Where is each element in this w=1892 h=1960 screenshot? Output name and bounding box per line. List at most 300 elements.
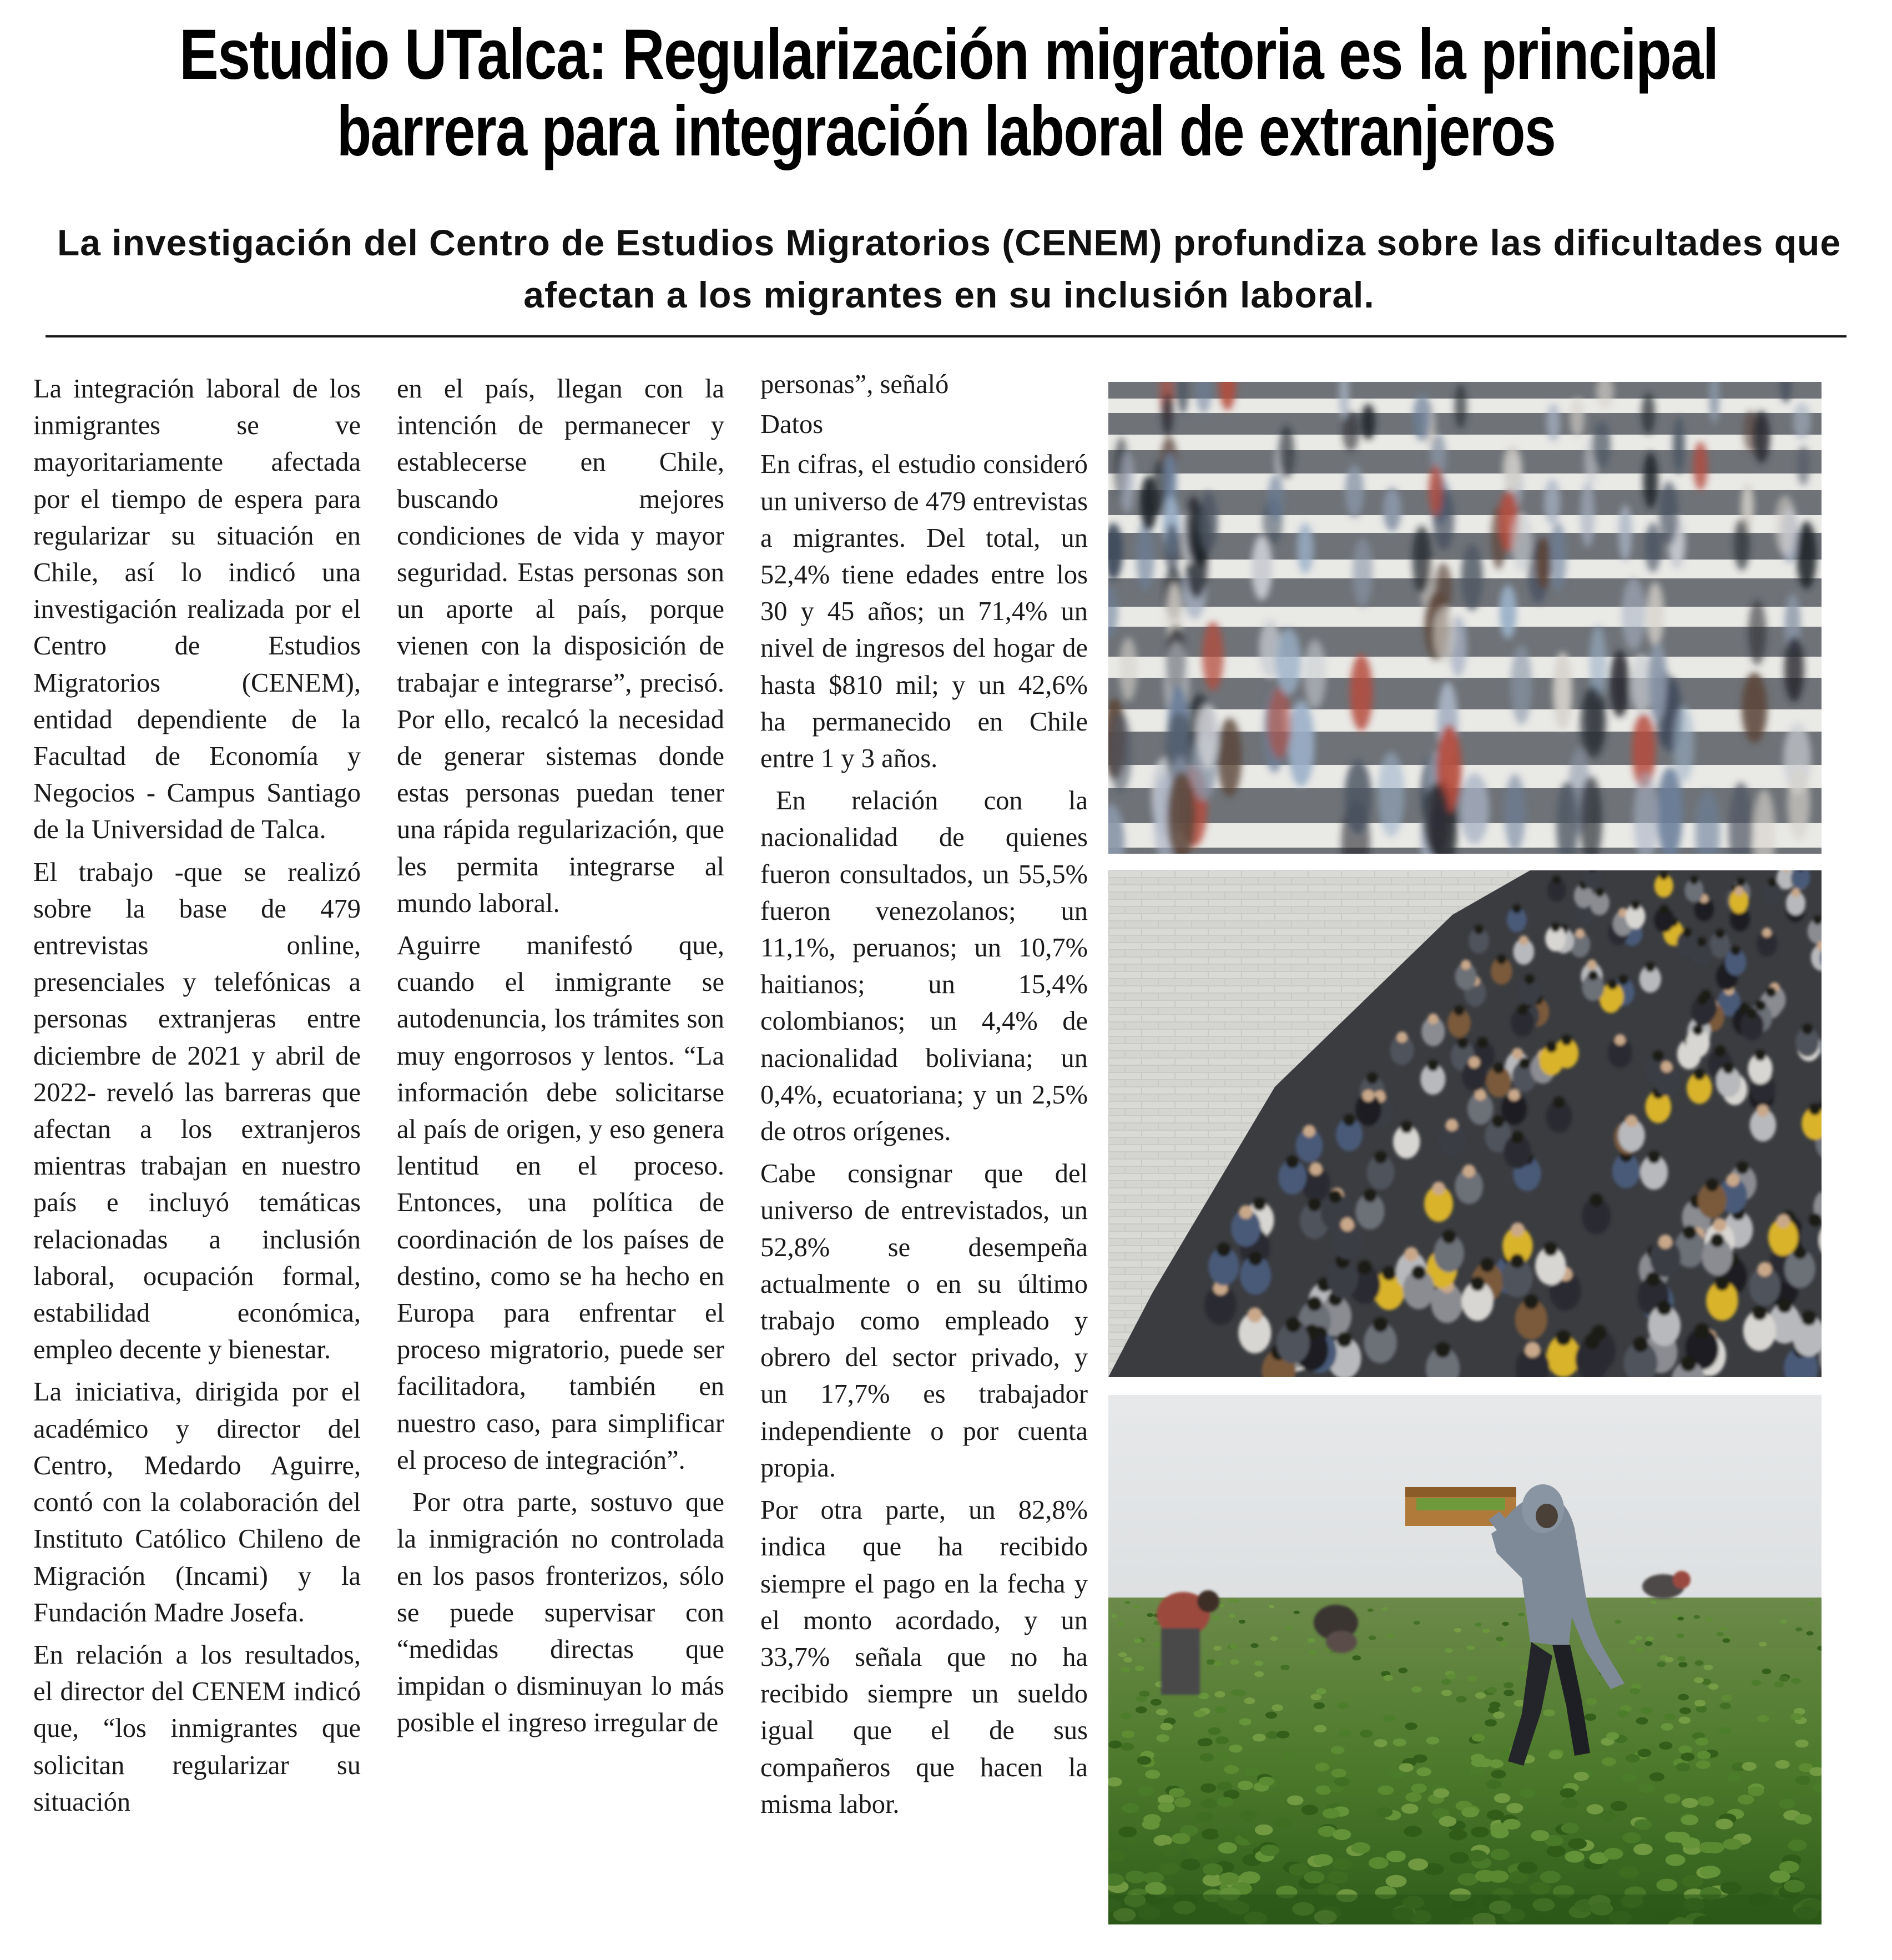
crop-leaf — [1488, 1870, 1508, 1882]
commuter-head — [1358, 1260, 1372, 1274]
blurred-pedestrian — [1610, 650, 1629, 717]
crop-leaf — [1147, 1613, 1153, 1617]
commuter-head — [1400, 1121, 1412, 1133]
crop-leaf — [1239, 1718, 1252, 1725]
commuter-head — [1777, 1298, 1792, 1313]
crop-leaf — [1634, 1819, 1652, 1830]
crop-leaf — [1433, 1788, 1449, 1798]
crop-leaf — [1404, 1826, 1422, 1837]
crop-leaf — [1244, 1697, 1255, 1704]
crop-leaf — [1574, 1772, 1589, 1781]
photo-field-workers — [1108, 1395, 1822, 1924]
crop-leaf — [1649, 1772, 1664, 1781]
crop-leaf — [1665, 1657, 1674, 1662]
crop-leaf — [1503, 1819, 1521, 1830]
crop-leaf — [1461, 1807, 1479, 1818]
crop-leaf — [1224, 1765, 1239, 1774]
crop-leaf — [1562, 1798, 1578, 1808]
crop-leaf — [1108, 1741, 1122, 1749]
crop-leaf — [1180, 1858, 1200, 1871]
crop-leaf — [1215, 1736, 1229, 1744]
blurred-pedestrian — [1455, 384, 1467, 429]
crop-leaf — [1253, 1734, 1266, 1741]
crop-leaf — [1334, 1777, 1350, 1787]
commuter-head — [1766, 987, 1777, 997]
paragraph: En relación a los resultados, el director del CENEM indicó que, “los inmigrantes que solicitan regularizar su situación — [33, 1640, 361, 1817]
paragraph: La iniciativa, dirigida por el académico y director del Centro, Medardo Aguirre, contó con la colaboración del Instituto Católico Chileno de Migración (Incami) y la Fundación Madre Josefa. — [33, 1377, 361, 1628]
blurred-pedestrian — [1434, 606, 1456, 663]
blurred-pedestrian — [1580, 687, 1607, 758]
crop-leaf — [1313, 1854, 1333, 1866]
crop-leaf — [1779, 1799, 1795, 1809]
paragraph: Por otra parte, un 82,8% indica que ha recibido siempre el pago en la fecha y el monto acordado, y un 33,7% señala que no ha recibido siempre un sueldo igual que el de sus compañeros que hacen la misma labor. — [760, 1495, 1088, 1819]
crop-leaf — [1759, 1642, 1767, 1647]
blurred-pedestrian — [1647, 582, 1664, 647]
crop-leaf — [1351, 1842, 1370, 1854]
blurred-pedestrian — [1553, 652, 1572, 729]
crop-leaf — [1194, 1710, 1205, 1717]
crop-leaf — [1486, 1780, 1501, 1789]
paragraph: en el país, llegan con la intención de permanecer y establecerse en Chile, buscando mejores condiciones de vida y mayor seguridad. Estas personas son un aporte al país, porque vienen con la disposición de trabajar e integrarse”, precisó. Por ello, recalcó la necesidad de generar sistemas donde estas personas puedan tener una rápida regularización, que les permita integrarse al mundo laboral. — [397, 374, 724, 918]
commuter-head — [1308, 1198, 1321, 1211]
commuter-head — [1734, 886, 1743, 895]
crop-leaf — [1265, 1712, 1277, 1719]
commuter-head — [1659, 871, 1668, 880]
crop-leaf — [1720, 1626, 1727, 1631]
crop-leaf — [1530, 1882, 1551, 1895]
crop-leaf — [1449, 1852, 1469, 1863]
crop-leaf — [1441, 1679, 1451, 1685]
commuter-head — [1587, 960, 1597, 970]
paragraph: En cifras, el estudio consideró un universo de 479 entrevistas a migrantes. Del total, un 52,4% tiene edades entre los 30 y 45 años; un 71,4% un nivel de ingresos del hogar de hasta $810 mil; y un 42,6% ha permanecido en Chile entre 1 y 3 años. — [760, 450, 1088, 774]
crop-leaf — [1399, 1763, 1414, 1772]
crop-leaf — [1678, 1745, 1692, 1754]
crop-leaf — [1769, 1871, 1790, 1883]
crop-leaf — [1696, 1706, 1707, 1712]
commuter-head — [1607, 979, 1617, 989]
crop-leaf — [1697, 1751, 1711, 1759]
crop-leaf — [1233, 1599, 1239, 1603]
subheadline: La investigación del Centro de Estudios Migratorios (CENEM) profundiza sobre las dificultades que afectan a los migrantes en su inclusión laboral. — [57, 222, 1841, 315]
commuter-head — [1723, 1062, 1734, 1074]
paragraph: Aguirre manifestó que, cuando el inmigrante se autodenuncia, los trámites son muy engorrosos y lentos. “La información debe solicitarse al país de origen, y eso genera lentitud en el proceso. Entonces, una política de coordinación de los países de destino, como se ha hecho en Europa para enfrentar el proceso migratorio, puede ser facilitadora, también en nuestro caso, para simplificar el proceso de integración”. — [397, 931, 724, 1475]
commuter-head — [1343, 1114, 1355, 1126]
commuter-head — [1428, 1014, 1439, 1024]
crop-leaf — [1259, 1777, 1274, 1786]
crop-leaf — [1156, 1734, 1169, 1742]
commuter-head — [1715, 1276, 1729, 1291]
blurred-pedestrian — [1544, 478, 1561, 525]
crop-leaf — [1791, 1678, 1801, 1684]
crop-leaf — [1447, 1674, 1457, 1680]
crop-leaf — [1788, 1840, 1807, 1851]
blurred-pedestrian — [1775, 495, 1796, 555]
commuter-head — [1469, 1056, 1480, 1068]
commuter-head — [1492, 1115, 1504, 1127]
crop-leaf — [1485, 1719, 1497, 1726]
blurred-pedestrian — [1622, 578, 1646, 651]
commuter-head — [1446, 1118, 1458, 1131]
crop-leaf — [1217, 1782, 1232, 1791]
crop-leaf — [1561, 1823, 1579, 1833]
commuter-head — [1442, 1230, 1456, 1244]
crop-leaf — [1230, 1659, 1239, 1665]
blurred-pedestrian — [1536, 537, 1551, 589]
crop-leaf — [1757, 1715, 1769, 1722]
crop-leaf — [1716, 1818, 1733, 1829]
crop-leaf — [1704, 1665, 1713, 1670]
crop-leaf — [1656, 1878, 1677, 1891]
crop-leaf — [1503, 1690, 1514, 1696]
commuter-head — [1714, 1045, 1725, 1056]
commuter-head — [1435, 1342, 1451, 1358]
crop-leaf — [1138, 1786, 1154, 1796]
crop-leaf — [1471, 1827, 1489, 1838]
crop-leaf — [1405, 1722, 1417, 1730]
crop-leaf — [1475, 1623, 1481, 1626]
crop-leaf — [1200, 1753, 1214, 1761]
crop-leaf — [1622, 1832, 1641, 1843]
crop-leaf — [1727, 1772, 1742, 1781]
crop-leaf — [1659, 1742, 1672, 1750]
commuter-head — [1618, 975, 1628, 985]
crop-leaf — [1308, 1638, 1315, 1642]
commuter-head — [1462, 1165, 1475, 1177]
commuter-head — [1508, 1089, 1520, 1101]
commuter-head — [1791, 888, 1800, 897]
crop-leaf — [1134, 1639, 1142, 1643]
photo-crowd-passage — [1108, 870, 1822, 1377]
crop-leaf — [1308, 1650, 1316, 1655]
blurred-pedestrian — [1793, 402, 1811, 440]
crop-leaf — [1411, 1783, 1427, 1793]
commuter-head — [1496, 954, 1506, 964]
crop-leaf — [1599, 1811, 1616, 1821]
crop-leaf — [1229, 1599, 1234, 1602]
crop-leaf — [1315, 1785, 1331, 1795]
commuter-head — [1808, 1213, 1822, 1227]
crop-leaf — [1136, 1706, 1147, 1713]
crop-leaf — [1454, 1628, 1461, 1633]
commuter-head — [1657, 1301, 1672, 1316]
crop-leaf — [1604, 1848, 1623, 1860]
blurred-pedestrian — [1546, 404, 1560, 442]
crop-leaf — [1195, 1812, 1213, 1822]
blurred-pedestrian — [1268, 687, 1291, 759]
crop-leaf — [1217, 1797, 1234, 1807]
crop-leaf — [1214, 1691, 1225, 1698]
commuter-head — [1713, 1218, 1727, 1232]
commuter-head — [1546, 1041, 1557, 1052]
crop-leaf — [1568, 1838, 1587, 1849]
crop-leaf — [1133, 1605, 1139, 1609]
paragraph: La integración laboral de los inmigrantes se ve mayoritariamente afectada por el tiempo de espera para regularizar su situación en Chile, así lo indicó una investigación realizada por el Centro de Estudios Migratorios (CENEM), entidad dependiente de la Facultad de Economía y Negocios - Campus Santiago de la Universidad de Talca. — [33, 374, 361, 845]
paragraph: Por otra parte, sostuvo que la inmigración no controlada en los pasos fronterizos, sólo se puede supervisar con “medidas directas que impidan o disminuyan lo más posible el ingreso irregular de — [397, 1488, 724, 1738]
crop-leaf — [1316, 1688, 1326, 1694]
commuter-head — [1303, 1125, 1315, 1137]
crop-leaf — [1696, 1760, 1710, 1769]
crop-leaf — [1503, 1682, 1513, 1688]
commuter-head — [1626, 1115, 1638, 1127]
crop-leaf — [1159, 1845, 1179, 1856]
crop-leaf — [1491, 1770, 1506, 1778]
commuter-head — [1801, 1311, 1816, 1326]
crop-leaf — [1383, 1675, 1393, 1681]
crop-leaf — [1151, 1699, 1162, 1706]
crop-leaf — [1467, 1676, 1477, 1682]
crop-leaf — [1121, 1743, 1134, 1751]
commuter-head — [1525, 1342, 1540, 1357]
blurred-pedestrian — [1580, 481, 1595, 547]
commuter-head — [1697, 994, 1708, 1005]
commuter-head — [1217, 1243, 1230, 1257]
blurred-pedestrian — [1361, 404, 1375, 440]
crop-leaf — [1560, 1788, 1576, 1797]
crop-leaf — [1118, 1652, 1127, 1657]
commuter-head — [1285, 1317, 1300, 1332]
crop-leaf — [1676, 1762, 1690, 1771]
crop-leaf — [1331, 1768, 1346, 1777]
blurred-pedestrian — [1659, 481, 1678, 546]
crop-leaf — [1637, 1749, 1651, 1757]
blurred-pedestrian — [1570, 398, 1585, 439]
commuter-head — [1309, 1162, 1322, 1175]
crop-leaf — [1159, 1863, 1179, 1875]
crop-leaf — [1672, 1615, 1678, 1619]
crop-leaf — [1289, 1863, 1309, 1876]
headline-line-1: Estudio UTalca: Regularización migratoria es la principal — [179, 15, 1718, 94]
commuter-head — [1658, 1235, 1672, 1248]
paragraph: En relación con la nacionalidad de quienes fueron consultados, un 55,5% fueron venezolanos; un 11,1%, peruanos; un 10,7% haitianos; un 15,4% colombianos; un 4,4% de nacionalidad boliviana; un 0,4%, ecuatoriana; y un 2,5% de otros orígenes. — [760, 786, 1088, 1147]
commuter-head — [1575, 929, 1585, 938]
crop-leaf — [1213, 1646, 1222, 1651]
crop-leaf — [1694, 1677, 1704, 1684]
crop-leaf — [1208, 1727, 1221, 1735]
headline — [22, 17, 1870, 170]
crop-leaf — [1636, 1717, 1648, 1725]
crop-leaf — [1639, 1783, 1655, 1793]
commuter-head — [1692, 1025, 1703, 1036]
blurred-pedestrian — [1645, 523, 1661, 572]
commuter-head — [1511, 1131, 1523, 1143]
crop-leaf — [1260, 1845, 1280, 1856]
crop-leaf — [1413, 1754, 1427, 1762]
crop-leaf — [1677, 1656, 1686, 1661]
crop-leaf — [1779, 1676, 1789, 1682]
crop-leaf — [1375, 1807, 1392, 1818]
commuter-head — [1519, 935, 1528, 945]
crop-leaf — [1239, 1871, 1260, 1883]
crop-leaf — [1137, 1756, 1152, 1765]
crop-leaf — [1314, 1725, 1327, 1733]
crop-leaf — [1694, 1660, 1703, 1666]
commuter-head — [1411, 1265, 1426, 1279]
commuter-head — [1631, 901, 1639, 910]
crop-leaf — [1426, 1737, 1440, 1745]
crop-leaf — [1382, 1607, 1388, 1611]
crop-leaf — [1472, 1734, 1485, 1742]
crop-leaf — [1780, 1620, 1787, 1624]
crowd-crosswalk-image — [1108, 382, 1822, 854]
crop-leaf — [1681, 1752, 1694, 1761]
blurred-pedestrian — [1119, 637, 1138, 701]
crop-leaf — [1738, 1795, 1754, 1805]
crop-leaf — [1229, 1745, 1243, 1753]
crop-leaf — [1644, 1641, 1652, 1646]
crop-leaf — [1143, 1814, 1161, 1825]
crop-leaf — [1172, 1833, 1190, 1844]
crop-leaf — [1374, 1739, 1388, 1747]
commuter-head — [1470, 1277, 1485, 1291]
commuter-head — [1396, 1032, 1407, 1043]
crop-leaf — [1174, 1797, 1191, 1807]
commuter-head — [1711, 1233, 1724, 1247]
crop-leaf — [1269, 1605, 1275, 1608]
crop-leaf — [1229, 1614, 1235, 1618]
crop-leaf — [1199, 1738, 1213, 1746]
crop-leaf — [1414, 1621, 1420, 1625]
crop-leaf — [1323, 1808, 1340, 1819]
crop-leaf — [1360, 1730, 1373, 1737]
crop-leaf — [1646, 1636, 1654, 1641]
commuter-head — [1595, 888, 1604, 897]
crop-leaf — [1369, 1857, 1389, 1869]
crop-leaf — [1518, 1613, 1524, 1616]
commuter-head — [1755, 1000, 1766, 1011]
blurred-pedestrian — [1788, 767, 1810, 840]
crop-leaf — [1333, 1858, 1353, 1870]
crop-leaf — [1318, 1883, 1339, 1896]
crop-leaf — [1471, 1754, 1485, 1762]
crop-leaf — [1708, 1684, 1719, 1690]
blurred-pedestrian — [1503, 445, 1522, 491]
crop-leaf — [1244, 1767, 1259, 1776]
blurred-pedestrian — [1753, 411, 1770, 463]
blurred-pedestrian — [1592, 421, 1611, 470]
crop-leaf — [1280, 1665, 1290, 1670]
crop-leaf — [1368, 1609, 1374, 1613]
commuter-head — [1752, 1306, 1767, 1321]
crop-leaf — [1672, 1832, 1690, 1843]
crop-leaf — [1626, 1754, 1640, 1762]
crop-leaf — [1238, 1781, 1253, 1790]
crop-leaf — [1333, 1829, 1351, 1840]
crop-leaf — [1270, 1636, 1278, 1641]
crop-leaf — [1751, 1680, 1761, 1686]
commuter-head — [1652, 1050, 1663, 1061]
commuter-head — [1681, 1356, 1696, 1372]
crop-leaf — [1274, 1817, 1292, 1828]
blurred-pedestrian — [1275, 628, 1301, 695]
crop-leaf — [1762, 1669, 1771, 1674]
crop-leaf — [1328, 1871, 1348, 1883]
headline-line-2: barrera para integración laboral de extranjeros — [336, 92, 1556, 171]
blurred-pedestrian — [1500, 585, 1517, 639]
crop-leaf — [1214, 1661, 1223, 1666]
crop-leaf — [1383, 1715, 1395, 1722]
commuter-head — [1561, 1035, 1572, 1046]
crop-leaf — [1694, 1700, 1706, 1706]
crop-leaf — [1145, 1882, 1166, 1895]
commuter-head — [1590, 1193, 1603, 1207]
commuter-head — [1336, 1332, 1352, 1348]
crop-leaf — [1285, 1626, 1293, 1630]
commuter-head — [1727, 1173, 1740, 1187]
crop-leaf — [1742, 1762, 1757, 1771]
field-workers-image — [1108, 1395, 1822, 1924]
blurred-pedestrian — [1412, 526, 1431, 594]
crop-leaf — [1230, 1690, 1241, 1696]
blurred-pedestrian — [1162, 394, 1173, 435]
crop-leaf — [1651, 1600, 1656, 1604]
commuter-head — [1802, 1024, 1813, 1035]
crop-leaf — [1124, 1601, 1130, 1604]
commuter-head — [1762, 928, 1772, 937]
crop-leaf — [1808, 1602, 1814, 1605]
header-divider — [46, 335, 1846, 337]
crop-leaf — [1641, 1707, 1652, 1715]
crop-leaf — [1416, 1767, 1431, 1776]
blurred-pedestrian — [1642, 393, 1656, 434]
crop-leaf — [1487, 1810, 1504, 1821]
commuter-head — [1588, 970, 1598, 980]
commuter-head — [1693, 1069, 1705, 1080]
crop-leaf — [1126, 1871, 1146, 1883]
crop-leaf — [1456, 1696, 1467, 1702]
crop-leaf — [1200, 1783, 1217, 1793]
commuter-head — [1404, 1247, 1419, 1262]
commuter-head — [1661, 1061, 1673, 1072]
crop-leaf — [1135, 1666, 1144, 1671]
commuter-head — [1457, 1037, 1468, 1049]
commuter-head — [1776, 1214, 1790, 1228]
blurred-pedestrian — [1511, 645, 1532, 725]
crop-leaf — [1611, 1801, 1627, 1811]
crop-leaf — [1191, 1847, 1210, 1859]
crop-leaf — [1272, 1704, 1283, 1711]
commuter-head — [1427, 1060, 1439, 1071]
commuter-head — [1552, 875, 1561, 884]
blurred-pedestrian — [1748, 600, 1767, 666]
crop-leaf — [1250, 1643, 1258, 1648]
blurred-pedestrian — [1429, 465, 1443, 516]
crop-leaf — [1565, 1851, 1584, 1862]
paragraph: El trabajo -que se realizó sobre la base de 479 entrevistas online, presenciales y telefónicas a personas extranjeras entre diciembre de 2021 y abril de 2022- reveló las barreras que afectan a los extranjeros mientras trabajan en nuestro país e incluyó temáticas relacionadas a inclusión laboral, ocupación formal, estabilidad económica, empleo decente y bienestar. — [33, 857, 361, 1365]
section-heading-datos: Datos — [760, 410, 824, 440]
photo-crowd-crosswalk — [1108, 382, 1822, 854]
crop-leaf — [1239, 1620, 1245, 1624]
crop-leaf — [1499, 1642, 1507, 1647]
crop-leaf — [1795, 1776, 1811, 1785]
article-column-2 — [397, 371, 724, 1747]
commuter-head — [1511, 1222, 1525, 1236]
crop-leaf — [1682, 1875, 1703, 1888]
crop-leaf — [1722, 1695, 1733, 1701]
commuter-head — [1373, 1317, 1388, 1332]
crop-leaf — [1386, 1634, 1394, 1638]
crop-leaf — [1449, 1830, 1467, 1841]
commuter-head — [1474, 925, 1484, 934]
blurred-pedestrian — [1413, 394, 1432, 441]
crop-leaf — [1122, 1803, 1139, 1813]
crop-leaf — [1629, 1688, 1640, 1694]
commuter-head — [1382, 1266, 1396, 1281]
blurred-pedestrian — [1165, 523, 1179, 573]
crop-leaf — [1439, 1816, 1456, 1827]
crop-leaf — [1218, 1842, 1237, 1854]
commuter-head — [1754, 1050, 1765, 1061]
crop-leaf — [1118, 1827, 1137, 1838]
